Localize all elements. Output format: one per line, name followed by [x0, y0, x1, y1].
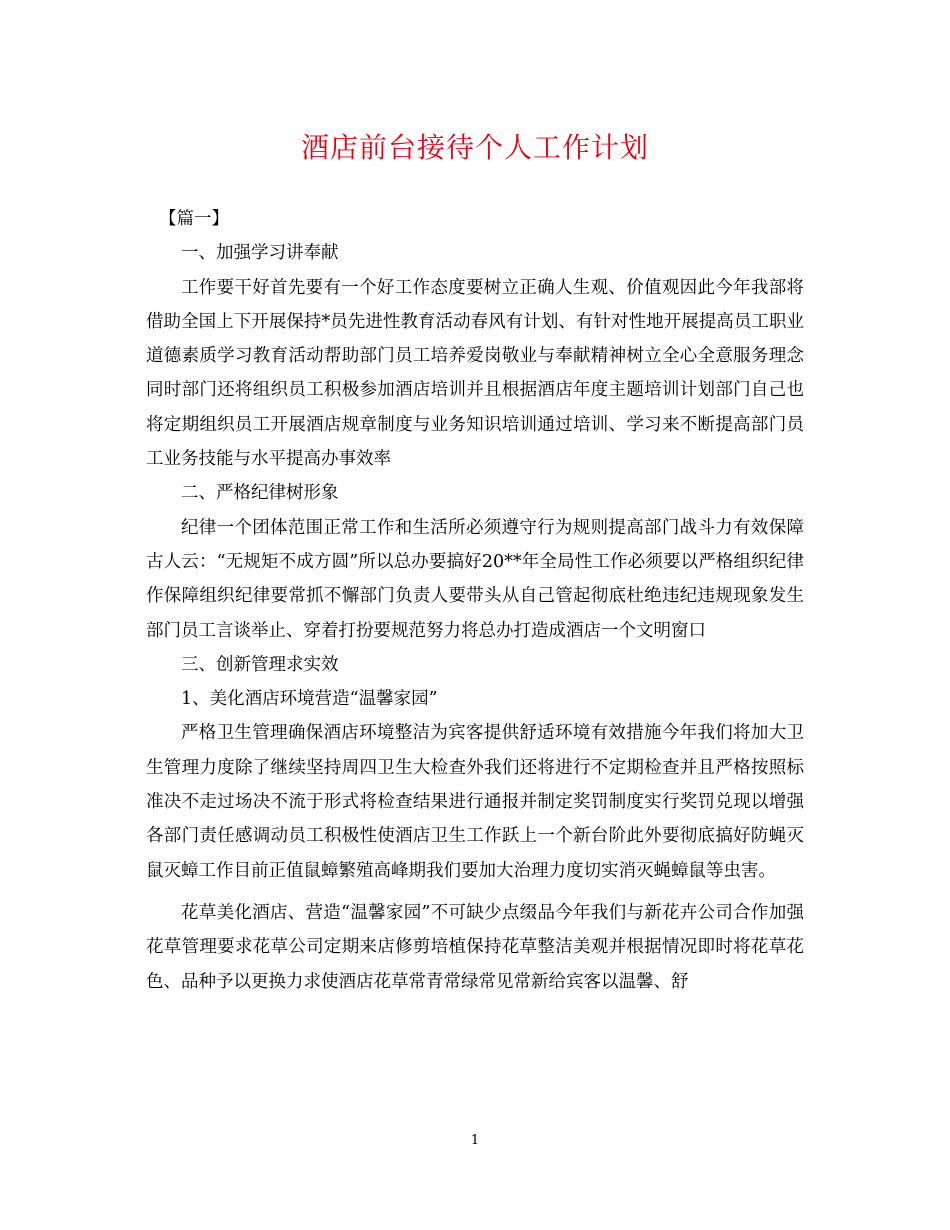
heading-3: 三、创新管理求实效	[181, 654, 339, 675]
paragraph-4: 花草美化酒店、营造“温馨家园”不可缺少点缀品今年我们与新花卉公司合作加强花草管理要求花草公司定期来店修剪培植保持花草整洁美观并根据情况即时将花草花色、品种予以更换力求使酒店花草常青常绿常见常新给宾客以温馨、舒	[146, 902, 804, 992]
subheading-3-1: 1、美化酒店环境营造“温馨家园”	[181, 689, 438, 710]
paragraph-2: 纪律一个团体范围正常工作和生活所必须遵守行为规则提高部门战斗力有效保障古人云：“无规矩不成方圆”所以总办要搞好20**年全局性工作必须要以严格组织纪律作保障组织纪律要常抓不懈部门负责人要带头从自己管起彻底杜绝违纪违规现象发生部门员工言谈举止、穿着打扮要规范努力将总办打造成酒店一个文明窗口	[146, 517, 804, 641]
section-marker: 【篇一】	[159, 209, 229, 229]
document-title: 酒店前台接待个人工作计划	[300, 131, 649, 164]
heading-1: 一、加强学习讲奉献	[181, 243, 339, 264]
paragraph-3: 严格卫生管理确保酒店环境整洁为宾客提供舒适环境有效措施今年我们将加大卫生管理力度除了继续坚持周四卫生大检查外我们还将进行不定期检查并且严格按照标准决不走过场决不流于形式将检查结果进行通报并制定奖罚制度实行奖罚兑现以增强各部门责任感调动员工积极性使酒店卫生工作跃上一个新台阶此外要彻底搞好防蝇灭鼠灭蟑工作目前正值鼠蟑繁殖高峰期我们要加大治理力度切实消灭蝇蟑鼠等虫害。	[146, 723, 804, 881]
paragraph-1: 工作要干好首先要有一个好工作态度要树立正确人生观、价值观因此今年我部将借助全国上下开展保持*员先进性教育活动春风有计划、有针对性地开展提高员工职业道德素质学习教育活动帮助部门员工培养爱岗敬业与奉献精神树立全心全意服务理念同时部门还将组织员工积极参加酒店培训并且根据酒店年度主题培训计划部门自己也将定期组织员工开展酒店规章制度与业务知识培训通过培训、学习来不断提高部门员工业务技能与水平提高办事效率	[146, 277, 804, 470]
page-number: 1	[470, 1133, 480, 1148]
heading-2: 二、严格纪律树形象	[181, 483, 339, 504]
document-body	[146, 202, 804, 999]
